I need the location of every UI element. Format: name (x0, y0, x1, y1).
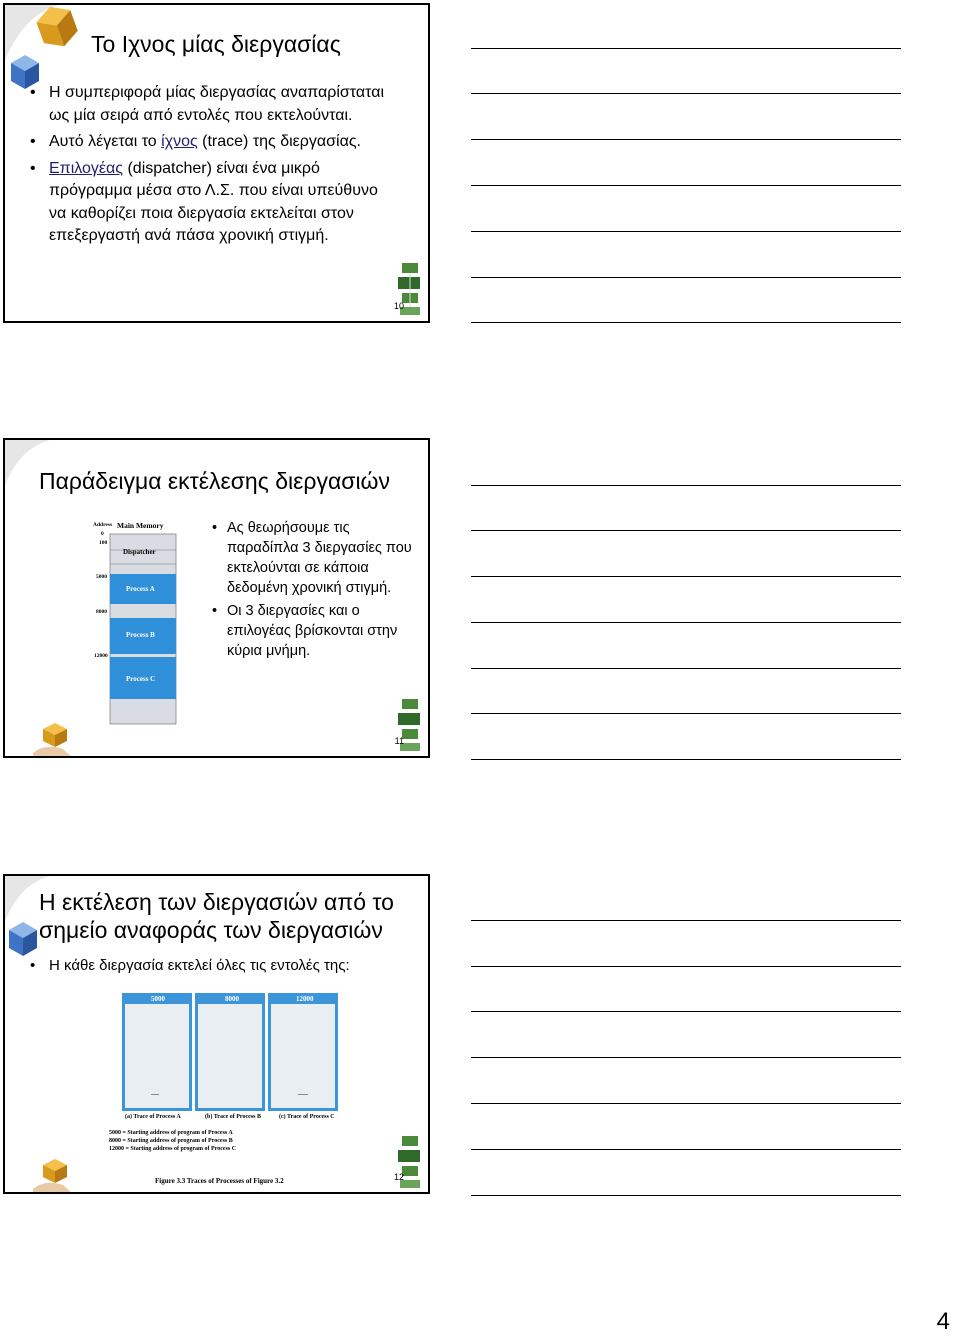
bullet-item (27, 158, 387, 248)
bullet-text: (trace) της διεργασίας. (197, 133, 361, 150)
address-12000: 12000 (94, 653, 108, 659)
note-line (471, 1057, 901, 1058)
note-line (471, 759, 901, 760)
hand-cube-icon (33, 723, 78, 758)
note-line (471, 185, 901, 186)
note-line (471, 139, 901, 140)
bullet-item: • Η κάθε διεργασία εκτελεί όλες τις εντολές της: (27, 955, 427, 978)
address-8000: 8000 (96, 609, 107, 615)
address-100: 100 (99, 540, 108, 546)
caption-b: (b) Trace of Process B (205, 1114, 261, 1120)
address-5000: 5000 (96, 574, 107, 580)
note-line (471, 1011, 901, 1012)
trace-a-end: ---- (151, 1092, 159, 1098)
main-memory-header: Main Memory (117, 521, 164, 530)
bullet-item: • Οι 3 διεργασίες και ο επιλογέας βρίσκονται στην κύρια μνήμη. (209, 601, 414, 661)
slide-title: Παράδειγμα εκτέλεσης διεργασιών (39, 468, 391, 494)
slide-number: 12 (393, 1172, 404, 1182)
address-header: Address (93, 522, 113, 528)
trace-a-start: 5000 (151, 995, 165, 1003)
trace-c-end: ----- (298, 1092, 308, 1098)
caption-a: (a) Trace of Process A (125, 1114, 181, 1120)
note-line (471, 713, 901, 714)
note-line (471, 231, 901, 232)
slide-title-line-1: Η εκτέλεση των διεργασιών από το (39, 889, 394, 915)
note-line (471, 966, 901, 967)
note-line (471, 668, 901, 669)
flowchart-icon (393, 1134, 426, 1192)
bullet-list (209, 518, 414, 664)
bullet-list (27, 82, 387, 252)
memory-layout-figure (89, 520, 189, 725)
bullet-text: Αυτό λέγεται το (49, 133, 162, 150)
note-line (471, 1149, 901, 1150)
bullet-item: • Ας θεωρήσουμε τις παραδίπλα 3 διεργασίες που εκτελούνται σε κάποια δεδομένη χρονική στιγμή. (209, 518, 414, 598)
process-b-label: Process B (126, 631, 155, 639)
slide-title (39, 888, 394, 944)
process-c-label: Process C (126, 675, 156, 683)
note-line (471, 530, 901, 531)
dispatcher-label: Dispatcher (123, 548, 156, 556)
process-trace-figure (105, 990, 355, 1194)
slide-number: 10 (393, 301, 404, 311)
trace-b-start: 8000 (225, 995, 239, 1003)
note-line (471, 322, 901, 323)
trace-link[interactable]: ίχνος (161, 133, 198, 150)
note-line (471, 48, 901, 49)
slide-11 (3, 438, 430, 758)
figure-caption: Figure 3.3 Traces of Processes of Figure 3.2 (155, 1177, 284, 1185)
trace-c-start: 12000 (296, 995, 314, 1003)
note-line (471, 622, 901, 623)
page-number: 4 (936, 1308, 950, 1335)
legend-b: 8000 = Starting address of program of Process B (109, 1138, 233, 1144)
slide-number: 11 (394, 736, 404, 746)
note-line (471, 277, 901, 278)
dispatcher-link[interactable]: Επιλογέας (49, 159, 124, 177)
note-line (471, 920, 901, 921)
hand-cube-icon (33, 1159, 78, 1194)
caption-c: (c) Trace of Process C (279, 1114, 335, 1120)
note-line (471, 576, 901, 577)
flowchart-icon (396, 697, 426, 755)
slide-title: Το Ιχνος μίας διεργασίας (91, 31, 341, 57)
address-0: 0 (101, 531, 104, 537)
legend-a: 5000 = Starting address of program of Process A (109, 1130, 233, 1136)
bullet-item (27, 131, 387, 154)
process-a-label: Process A (126, 585, 155, 593)
bullet-list (27, 955, 427, 982)
slide-12 (3, 874, 430, 1194)
bullet-item: • Η συμπεριφορά μίας διεργασίας αναπαρίσταται ως μία σειρά από εντολές που εκτελούνται. (27, 82, 387, 127)
note-line (471, 485, 901, 486)
note-line (471, 1195, 901, 1196)
bullet-text: (dispatcher) είναι ένα μικρό πρόγραμμα μέσα στο Λ.Σ. που είναι υπεύθυνο να καθορίζει ποια διεργασία εκτελείται στον επεξεργαστή ανά πάσα χρονική στιγμή. (49, 159, 378, 244)
slide-title-line-2: σημείο αναφοράς των διεργασιών (39, 917, 383, 943)
legend-c: 12000 = Starting address of program of Process C (109, 1146, 237, 1152)
note-line (471, 93, 901, 94)
note-line (471, 1103, 901, 1104)
slide-10 (3, 3, 430, 323)
